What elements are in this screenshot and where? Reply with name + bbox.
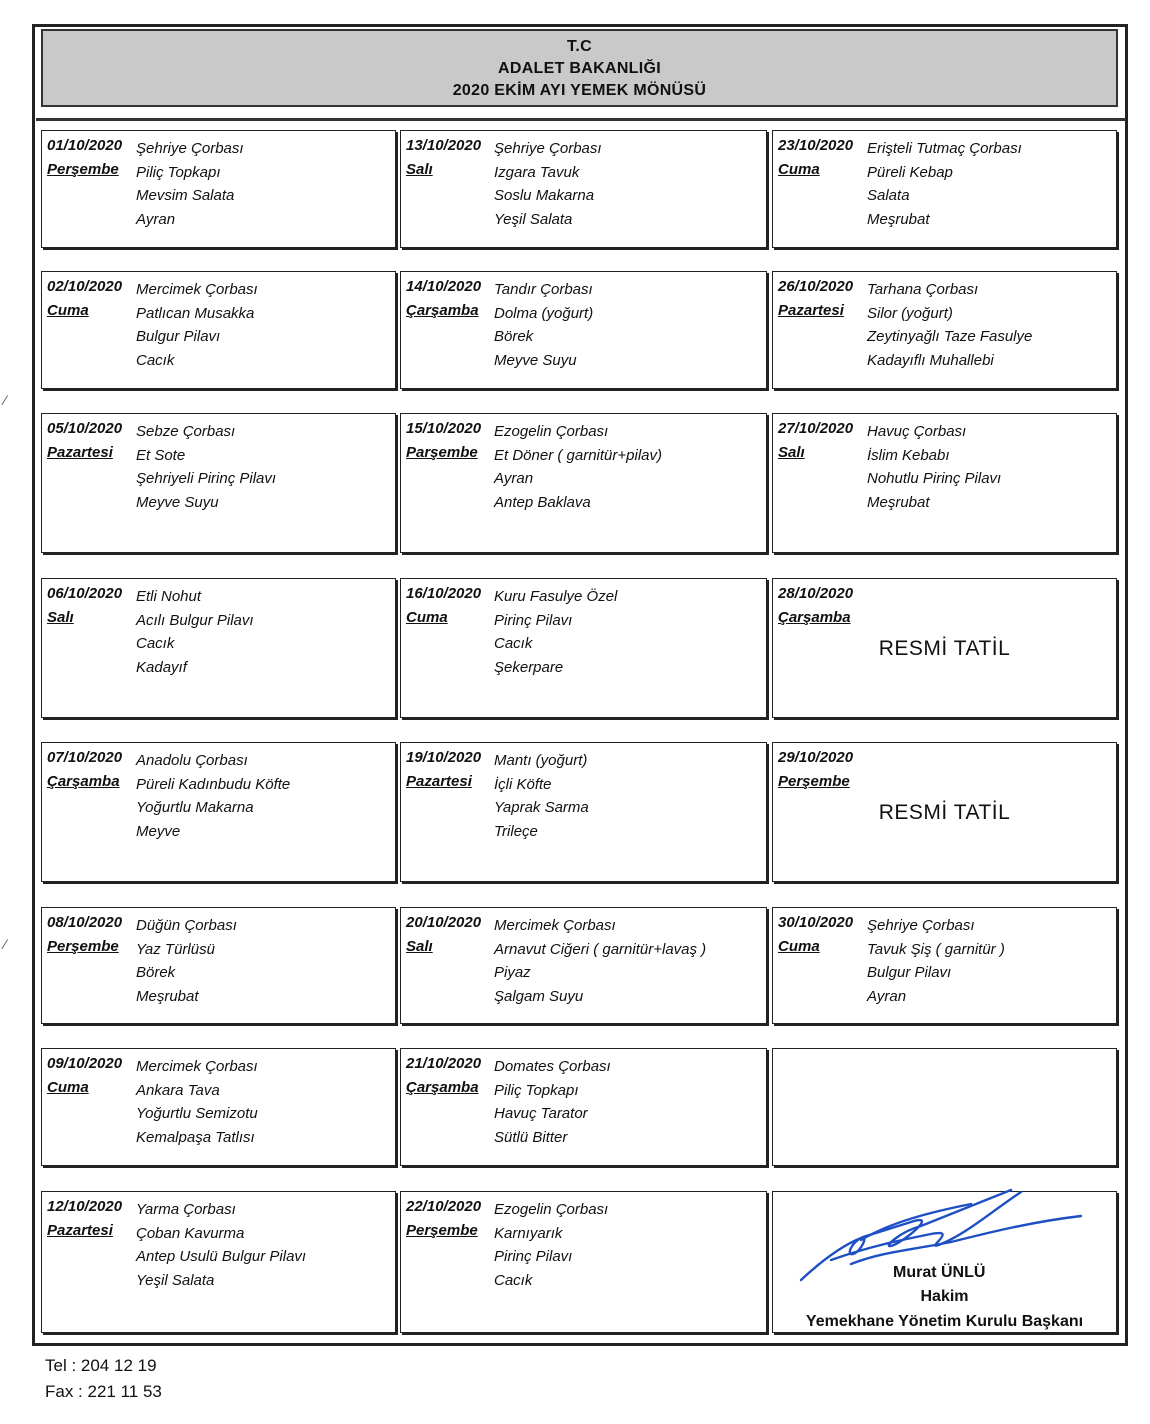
header-line-title: 2020 EKİM AYI YEMEK MÖNÜSÜ — [452, 82, 707, 99]
menu-day-cell — [400, 578, 767, 718]
menu-day-cell — [400, 742, 767, 882]
menu-date: 09/10/2020 — [47, 1055, 123, 1072]
dish-item: Nohutlu Pirinç Pilavı — [867, 470, 1002, 487]
menu-weekday: Perşembe — [47, 161, 119, 178]
menu-date: 29/10/2020 — [778, 749, 854, 766]
menu-day-cell — [41, 271, 396, 389]
dish-item: Yoğurtlu Semizotu — [136, 1105, 258, 1122]
menu-day-cell — [400, 1191, 767, 1333]
dish-item: Şekerpare — [494, 658, 564, 676]
dish-item: Mercimek Çorbası — [494, 917, 616, 934]
dish-item: Mevsim Salata — [136, 187, 235, 204]
dish-item: Mercimek Çorbası — [136, 1058, 258, 1075]
dish-item: Ayran — [136, 210, 176, 228]
dish-item: Piyaz — [494, 964, 531, 981]
dish-item: Sebze Çorbası — [136, 423, 236, 440]
dish-item: Şehriye Çorbası — [867, 917, 975, 934]
menu-weekday: Cuma — [406, 609, 448, 626]
footer-tel: Tel : 204 12 19 — [45, 1356, 157, 1375]
menu-date: 15/10/2020 — [406, 420, 482, 437]
dish-list — [494, 1055, 611, 1149]
dish-item: Püreli Kadınbudu Köfte — [136, 775, 291, 793]
dish-item: Cacık — [494, 1271, 533, 1289]
margin-mark: ⁄ — [4, 936, 7, 952]
menu-day-cell — [772, 130, 1117, 248]
menu-weekday: Pazartesi — [406, 773, 472, 790]
menu-day-cell — [41, 413, 396, 553]
dish-list — [136, 914, 237, 1008]
dish-item: Ankara Tava — [136, 1081, 220, 1099]
menu-date: 16/10/2020 — [406, 585, 482, 602]
dish-list — [494, 914, 706, 1008]
dish-list — [136, 1198, 306, 1292]
dish-item: Silor (yoğurt) — [867, 304, 953, 322]
dish-item: Şehriyeli Pirinç Pilavı — [136, 470, 277, 487]
dish-item: Acılı Bulgur Pilavı — [136, 611, 254, 629]
menu-weekday: Cuma — [47, 302, 89, 319]
dish-item: Yeşil Salata — [136, 1271, 215, 1289]
menu-date: 08/10/2020 — [47, 914, 123, 931]
menu-date: 05/10/2020 — [47, 420, 123, 437]
menu-day-cell — [41, 742, 396, 882]
menu-day-cell — [772, 578, 1117, 718]
dish-item: Arnavut Ciğeri ( garnitür+lavaş ) — [494, 940, 707, 958]
menu-day-cell — [772, 271, 1117, 389]
menu-day-cell — [41, 578, 396, 718]
dish-item: Börek — [494, 328, 534, 345]
menu-date: 12/10/2020 — [47, 1198, 123, 1215]
menu-weekday: Cuma — [778, 161, 820, 178]
dish-item: Zeytinyağlı Taze Fasulye — [867, 328, 1033, 345]
dish-item: Meyve — [136, 822, 181, 840]
dish-list — [867, 914, 1005, 1008]
dish-item: Çoban Kavurma — [136, 1224, 245, 1242]
dish-item: Ezogelin Çorbası — [494, 423, 609, 440]
dish-item: Ayran — [867, 987, 907, 1005]
dish-list — [494, 420, 662, 514]
dish-item: İçli Köfte — [494, 775, 552, 793]
dish-list — [494, 278, 593, 372]
menu-date: 30/10/2020 — [778, 914, 854, 931]
dish-item: Şalgam Suyu — [494, 987, 584, 1005]
dish-list — [494, 749, 589, 843]
dish-item: Anadolu Çorbası — [136, 752, 248, 769]
menu-weekday: Cuma — [47, 1079, 89, 1096]
menu-weekday: Salı — [778, 444, 805, 461]
dish-item: Tarhana Çorbası — [867, 281, 979, 298]
signature-block — [772, 1191, 1117, 1333]
menu-weekday: Salı — [47, 609, 74, 626]
dish-item: Havuç Çorbası — [867, 423, 967, 440]
menu-weekday: Çarşamba — [778, 609, 851, 626]
dish-item: Kuru Fasulye Özel — [494, 588, 618, 605]
menu-header — [41, 29, 1118, 107]
dish-item: Antep Baklava — [494, 493, 591, 511]
dish-item: Patlıcan Musakka — [136, 304, 255, 322]
dish-item: Pirinç Pilavı — [494, 611, 573, 629]
dish-item: Salata — [867, 187, 910, 204]
menu-date: 28/10/2020 — [778, 585, 854, 602]
dish-item: Pirinç Pilavı — [494, 1248, 573, 1265]
dish-list — [136, 749, 290, 843]
dish-item: Bulgur Pilavı — [867, 964, 952, 981]
dish-item: Mercimek Çorbası — [136, 281, 258, 298]
dish-item: Cacık — [494, 635, 533, 652]
dish-item: Piliç Topkapı — [494, 1081, 579, 1099]
menu-date: 20/10/2020 — [406, 914, 482, 931]
dish-list — [136, 137, 244, 231]
menu-weekday: Çarşamba — [406, 1079, 479, 1096]
dish-list — [494, 137, 602, 231]
dish-item: Mantı (yoğurt) — [494, 752, 588, 769]
dish-item: Düğün Çorbası — [136, 917, 237, 934]
dish-item: Cacık — [136, 635, 175, 652]
menu-date: 07/10/2020 — [47, 749, 123, 766]
menu-day-cell — [400, 271, 767, 389]
menu-date: 22/10/2020 — [406, 1198, 482, 1215]
dish-item: Meşrubat — [867, 493, 930, 511]
header-line-tc: T.C — [567, 38, 592, 55]
menu-day-cell — [400, 907, 767, 1024]
menu-weekday: Cuma — [778, 938, 820, 955]
dish-item: Tavuk Şiş ( garnitür ) — [867, 940, 1005, 958]
dish-list — [136, 585, 254, 679]
empty-cell — [772, 1048, 1117, 1166]
dish-item: Dolma (yoğurt) — [494, 304, 594, 322]
dish-item: Kemalpaşa Tatlısı — [136, 1128, 255, 1146]
holiday-label: RESMİ TATİL — [878, 801, 1011, 824]
dish-item: Yaprak Sarma — [494, 799, 589, 816]
header-line-ministry: ADALET BAKANLIĞI — [497, 60, 661, 77]
margin-mark: ⁄ — [4, 392, 7, 408]
menu-date: 19/10/2020 — [406, 749, 482, 766]
dish-item: Trileçe — [494, 822, 538, 840]
menu-weekday: Parşembe — [406, 444, 478, 461]
dish-item: Et Döner ( garnitür+pilav) — [494, 446, 662, 464]
menu-day-cell — [41, 907, 396, 1024]
menu-date: 01/10/2020 — [47, 137, 123, 154]
menu-date: 14/10/2020 — [406, 278, 482, 295]
dish-item: Meyve Suyu — [136, 493, 219, 511]
footer-fax: Fax : 221 11 53 — [45, 1382, 162, 1401]
dish-item: Şehriye Çorbası — [136, 140, 244, 157]
dish-item: Meyve Suyu — [494, 351, 577, 369]
menu-weekday: Salı — [406, 938, 433, 955]
menu-date: 06/10/2020 — [47, 585, 123, 602]
dish-item: Havuç Tarator — [494, 1105, 588, 1122]
dish-item: Ayran — [494, 470, 534, 487]
menu-date: 13/10/2020 — [406, 137, 482, 154]
dish-item: Et Sote — [136, 446, 186, 464]
dish-item: Antep Usulü Bulgur Pilavı — [136, 1248, 307, 1265]
holiday-label: RESMİ TATİL — [878, 637, 1011, 660]
menu-weekday: Pazartesi — [47, 1222, 113, 1239]
menu-weekday: Perşembe — [47, 938, 119, 955]
signer-name: Murat ÜNLÜ — [893, 1264, 986, 1281]
menu-date: 27/10/2020 — [778, 420, 854, 437]
menu-weekday: Perşembe — [778, 773, 850, 790]
dish-list — [136, 420, 276, 514]
dish-item: Domates Çorbası — [494, 1058, 611, 1075]
menu-day-cell — [772, 742, 1117, 882]
dish-item: Püreli Kebap — [867, 163, 953, 181]
dish-list — [867, 137, 1022, 231]
menu-weekday: Çarşamba — [47, 773, 120, 790]
menu-day-cell — [41, 130, 396, 248]
dish-item: Yaz Türlüsü — [136, 940, 215, 958]
menu-day-cell — [41, 1191, 396, 1333]
dish-item: Yarma Çorbası — [136, 1201, 236, 1218]
menu-day-cell — [400, 413, 767, 553]
dish-item: Piliç Topkapı — [136, 163, 221, 181]
menu-weekday: Salı — [406, 161, 433, 178]
dish-item: Ezogelin Çorbası — [494, 1201, 609, 1218]
dish-item: Yoğurtlu Makarna — [136, 799, 254, 816]
dish-item: Meşrubat — [136, 987, 199, 1005]
dish-list — [494, 1198, 608, 1292]
menu-day-cell — [400, 130, 767, 248]
dish-item: Bulgur Pilavı — [136, 328, 221, 345]
dish-item: Karnıyarık — [494, 1224, 563, 1242]
dish-list — [867, 420, 1001, 514]
dish-item: Etli Nohut — [136, 588, 202, 605]
signer-title: Hakim — [920, 1288, 969, 1305]
dish-list — [136, 1055, 258, 1149]
dish-item: Cacık — [136, 351, 175, 369]
menu-weekday: Pazartesi — [778, 302, 844, 319]
dish-item: Şehriye Çorbası — [494, 140, 602, 157]
dish-item: İslim Kebabı — [867, 446, 950, 464]
dish-item: Erişteli Tutmaç Çorbası — [867, 140, 1022, 157]
dish-list — [136, 278, 258, 372]
dish-list — [867, 278, 1032, 372]
dish-item: Börek — [136, 964, 176, 981]
dish-item: Yeşil Salata — [494, 210, 573, 228]
menu-day-cell — [772, 413, 1117, 553]
dish-item: Soslu Makarna — [494, 187, 595, 204]
menu-day-cell — [400, 1048, 767, 1166]
menu-date: 26/10/2020 — [778, 278, 854, 295]
dish-item: Sütlü Bitter — [494, 1128, 568, 1146]
menu-day-cell — [772, 907, 1117, 1024]
menu-date: 02/10/2020 — [47, 278, 123, 295]
menu-date: 21/10/2020 — [406, 1055, 482, 1072]
dish-item: Meşrubat — [867, 210, 930, 228]
menu-weekday: Pazartesi — [47, 444, 113, 461]
menu-weekday: Çarşamba — [406, 302, 479, 319]
dish-item: Kadayıf — [136, 658, 187, 676]
dish-item: Tandır Çorbası — [494, 281, 593, 298]
menu-date: 23/10/2020 — [778, 137, 854, 154]
menu-weekday: Perşembe — [406, 1222, 478, 1239]
signer-role: Yemekhane Yönetim Kurulu Başkanı — [805, 1313, 1084, 1330]
menu-day-cell — [41, 1048, 396, 1166]
dish-item: Izgara Tavuk — [494, 163, 580, 181]
dish-list — [494, 585, 617, 679]
dish-item: Kadayıflı Muhallebi — [867, 351, 994, 369]
header-divider — [36, 118, 1126, 121]
